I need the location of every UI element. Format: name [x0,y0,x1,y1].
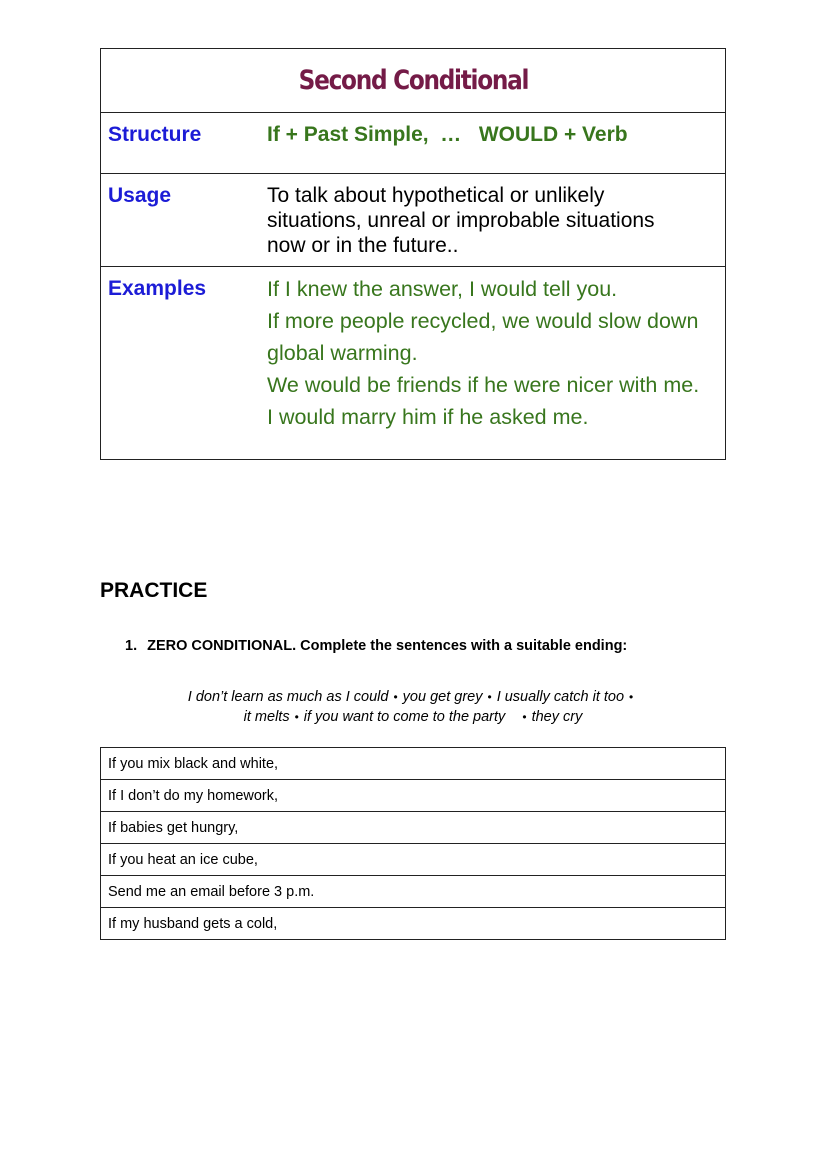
structure-formula: If + Past Simple, … WOULD + Verb [267,123,628,146]
usage-row [101,174,725,267]
bullet-separator: • [294,710,299,724]
usage-line: now or in the future.. [267,234,459,257]
bullet-separator: • [522,710,527,724]
example-line: If more people recycled, we would slow down [267,309,699,333]
table-row [101,780,726,812]
table-row [101,748,726,780]
word-bank-item: you get grey [402,689,483,705]
usage-line: situations, unreal or improbable situations [267,209,655,232]
word-bank-item: they cry [531,709,583,725]
example-line: I would marry him if he asked me. [267,405,589,429]
sentence-cell[interactable]: If my husband gets a cold, [108,915,278,932]
usage-line: To talk about hypothetical or unlikely [267,184,605,207]
example-line: global warming. [267,341,418,365]
grammar-table [100,48,726,460]
grammar-title: Second Conditional [298,65,528,96]
practice-heading: PRACTICE [100,579,208,602]
grammar-title-row [101,49,725,113]
word-bank-line [100,707,726,727]
sentence-table [100,747,726,940]
example-line: If I knew the answer, I would tell you. [267,277,618,301]
examples-label: Examples [108,277,207,300]
table-row [101,844,726,876]
table-row [101,876,726,908]
sentence-cell[interactable]: If you mix black and white, [101,748,726,780]
word-bank-item: I usually catch it too [496,689,625,705]
table-row [101,812,726,844]
sentence-cell[interactable]: If you heat an ice cube, [101,844,726,876]
exercise-title [125,638,627,654]
usage-label: Usage [108,184,172,207]
examples-text [267,273,719,433]
word-bank [100,687,726,727]
bullet-separator: • [487,690,492,704]
bullet-separator: • [629,690,634,704]
sentence-cell[interactable]: If babies get hungry, [101,812,726,844]
word-bank-item: if you want to come to the party [303,709,506,725]
sentence-cell[interactable]: Send me an email before 3 p.m. [101,876,726,908]
word-bank-line [100,687,726,707]
exercise-instruction: ZERO CONDITIONAL. Complete the sentences with a suitable ending: [147,638,628,654]
table-row [101,908,726,940]
exercise-number: 1. [125,638,138,654]
word-bank-item: it melts [243,709,290,725]
structure-label: Structure [108,123,202,146]
usage-text [267,183,719,258]
sentence-cell[interactable]: If I don’t do my homework, [101,780,726,812]
examples-row [101,267,725,459]
structure-row [101,113,725,174]
example-line: We would be friends if he were nicer with me. [267,373,700,397]
word-bank-item: I don’t learn as much as I could [187,689,389,705]
bullet-separator: • [393,690,398,704]
